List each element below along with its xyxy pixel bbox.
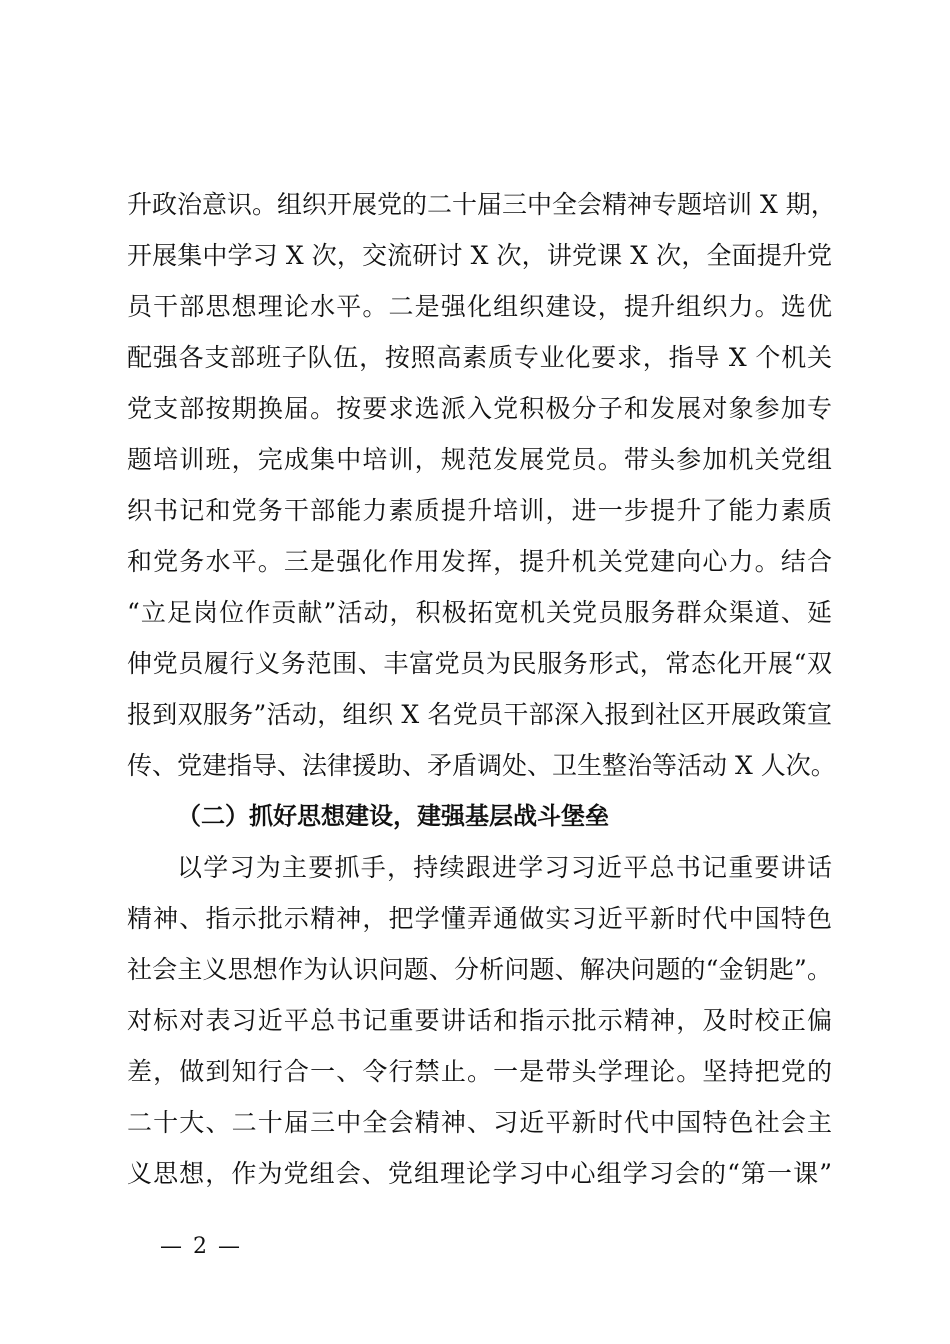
- body-text-line: 社会主义思想作为认识问题、分析问题、解决问题的“金钥匙”。: [127, 955, 832, 984]
- body-text-line: 对标对表习近平总书记重要讲话和指示批示精神，及时校正偏: [127, 1006, 832, 1035]
- body-text-line: 题培训班，完成集中培训，规范发展党员。带头参加机关党组: [127, 445, 832, 474]
- body-text-line: 传、党建指导、法律援助、矛盾调处、卫生整治等活动 X 人次。: [127, 751, 836, 780]
- body-text-line: 开展集中学习 X 次，交流研讨 X 次，讲党课 X 次，全面提升党: [127, 241, 832, 270]
- body-text-line: 党支部按期换届。按要求选派入党积极分子和发展对象参加专: [127, 394, 832, 423]
- body-text-line: 报到双服务”活动，组织 X 名党员干部深入报到社区开展政策宣: [127, 700, 832, 729]
- body-text-line: 员干部思想理论水平。二是强化组织建设，提升组织力。选优: [127, 292, 832, 321]
- body-text-line: 精神、指示批示精神，把学懂弄通做实习近平新时代中国特色: [127, 904, 832, 933]
- body-text-line: 织书记和党务干部能力素质提升培训，进一步提升了能力素质: [127, 496, 832, 525]
- body-text-line: 配强各支部班子队伍，按照高素质专业化要求，指导 X 个机关: [127, 343, 832, 372]
- body-text-line: 和党务水平。三是强化作用发挥，提升机关党建向心力。结合: [127, 547, 832, 576]
- page-number: — 2 —: [160, 1234, 242, 1259]
- section-heading: （二）抓好思想建设，建强基层战斗堡垒: [177, 802, 609, 830]
- body-text-line: 升政治意识。组织开展党的二十届三中全会精神专题培训 X 期，: [127, 190, 836, 219]
- body-text-line: “立足岗位作贡献”活动，积极拓宽机关党员服务群众渠道、延: [127, 598, 832, 627]
- body-text-line: 义思想，作为党组会、党组理论学习中心组学习会的“第一课”: [127, 1159, 832, 1188]
- body-text-line: 以学习为主要抓手，持续跟进学习习近平总书记重要讲话: [177, 853, 832, 882]
- body-text-line: 伸党员履行义务范围、丰富党员为民服务形式，常态化开展“双: [127, 649, 832, 678]
- body-text-line: 二十大、二十届三中全会精神、习近平新时代中国特色社会主: [127, 1108, 832, 1137]
- body-text-line: 差，做到知行合一、令行禁止。一是带头学理论。坚持把党的: [127, 1057, 832, 1086]
